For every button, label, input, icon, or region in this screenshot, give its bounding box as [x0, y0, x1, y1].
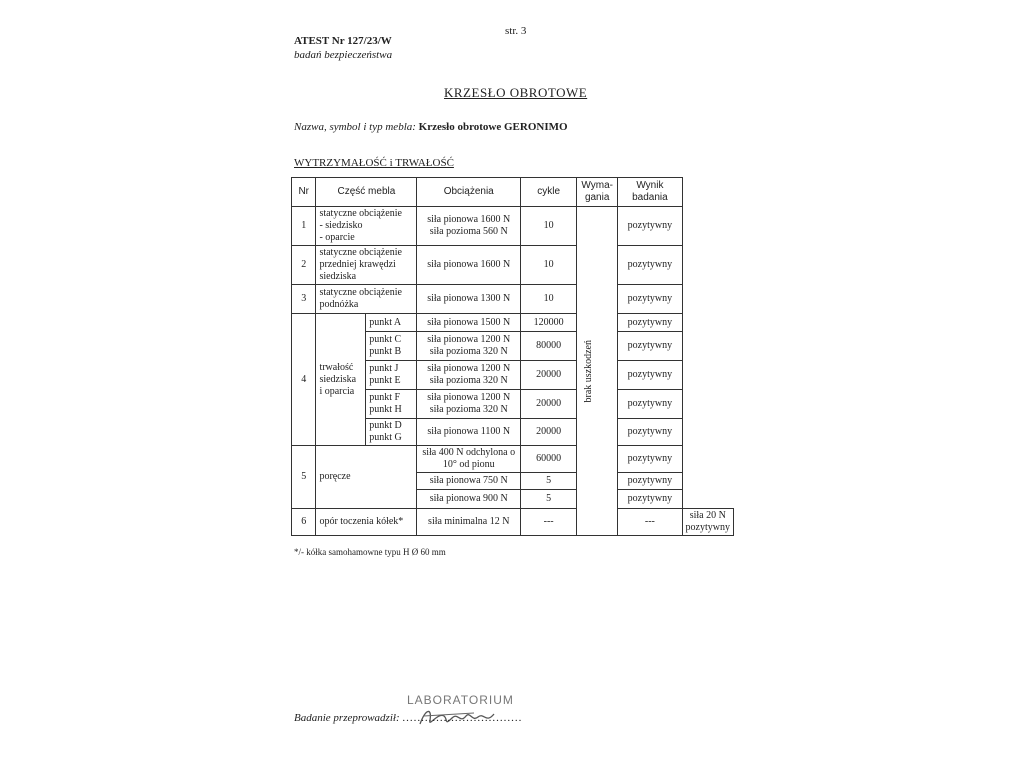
- row-result: pozytywny: [618, 473, 682, 490]
- row-result: pozytywny: [618, 419, 682, 446]
- row-cycles: 5: [521, 473, 577, 490]
- table-row: [292, 285, 734, 314]
- row-point: punkt J punkt E: [366, 361, 417, 390]
- header-cycles: cykle: [521, 178, 577, 207]
- row-part: statyczne obciążenie - siedzisko - oparcie: [316, 207, 417, 246]
- header-part: Część mebla: [316, 178, 417, 207]
- row-cycles: 120000: [521, 314, 577, 332]
- laboratory-stamp: LABORATORIUM: [407, 693, 514, 707]
- table-header-row: [292, 178, 734, 207]
- row-result: pozytywny: [618, 207, 682, 246]
- row-part: statyczne obciążenie przedniej krawędzi siedziska: [316, 246, 417, 285]
- section-title: WYTRZYMAŁOŚĆ i TRWAŁOŚĆ: [294, 157, 454, 169]
- row-result: pozytywny: [618, 314, 682, 332]
- table-row: [292, 207, 734, 246]
- row-part: trwałość siedziska i oparcia: [316, 314, 366, 446]
- row-load: siła pionowa 1500 N: [417, 314, 521, 332]
- row-cycles: 10: [521, 207, 577, 246]
- row-nr: 4: [292, 314, 316, 446]
- row-point: punkt D punkt G: [366, 419, 417, 446]
- row-cycles: 80000: [521, 332, 577, 361]
- row-nr: 3: [292, 285, 316, 314]
- row-nr: 1: [292, 207, 316, 246]
- page-number: str. 3: [505, 25, 527, 37]
- table-row: [292, 246, 734, 285]
- row-cycles: 20000: [521, 419, 577, 446]
- row-load: siła pionowa 1200 N siła pozioma 320 N: [417, 332, 521, 361]
- product-name-row: [294, 121, 568, 133]
- row-load: siła pionowa 1200 N siła pozioma 320 N: [417, 390, 521, 419]
- row-part: statyczne obciążenie podnóżka: [316, 285, 417, 314]
- row-load: siła pionowa 750 N: [417, 473, 521, 490]
- row-cycles: 10: [521, 285, 577, 314]
- row-load: siła pionowa 900 N: [417, 490, 521, 509]
- row-cycles: ---: [521, 509, 577, 536]
- row-cycles: 20000: [521, 390, 577, 419]
- row-part: poręcze: [316, 446, 417, 509]
- row-cycles: 10: [521, 246, 577, 285]
- row-result: pozytywny: [618, 361, 682, 390]
- header-nr: Nr: [292, 178, 316, 207]
- row-cycles: 5: [521, 490, 577, 509]
- table-row: [292, 446, 734, 473]
- table-row: [292, 509, 734, 536]
- row-load: siła pionowa 1100 N: [417, 419, 521, 446]
- row-nr: 6: [292, 509, 316, 536]
- row-load: siła minimalna 12 N: [417, 509, 521, 536]
- row-point: punkt A: [366, 314, 417, 332]
- row-result: siła 20 N pozytywny: [682, 509, 733, 536]
- certificate-subtitle: badań bezpieczeństwa: [294, 49, 393, 61]
- performer-label: Badanie przeprowadził:: [294, 712, 400, 724]
- row-cycles: 20000: [521, 361, 577, 390]
- product-name-value: Krzesło obrotowe GERONIMO: [418, 121, 568, 133]
- row-nr: 5: [292, 446, 316, 509]
- header-requirements: Wyma- gania: [577, 178, 618, 207]
- row-point: punkt F punkt H: [366, 390, 417, 419]
- row-result: pozytywny: [618, 446, 682, 473]
- row-load: siła pionowa 1600 N siła pozioma 560 N: [417, 207, 521, 246]
- row-cycles: 60000: [521, 446, 577, 473]
- row-nr: 2: [292, 246, 316, 285]
- header-result: Wynik badania: [618, 178, 682, 207]
- table-row: [292, 314, 734, 332]
- header-loads: Obciążenia: [417, 178, 521, 207]
- row-result: pozytywny: [618, 332, 682, 361]
- performer-signature-line: ................................: [402, 712, 523, 724]
- performer-row: [294, 712, 522, 724]
- row-result: pozytywny: [618, 246, 682, 285]
- row-result: pozytywny: [618, 390, 682, 419]
- row-requirements: ---: [618, 509, 682, 536]
- row-load: siła pionowa 1600 N: [417, 246, 521, 285]
- row-point: punkt C punkt B: [366, 332, 417, 361]
- row-load: siła 400 N odchylona o 10° od pionu: [417, 446, 521, 473]
- test-results-table: [291, 177, 734, 536]
- row-part: opór toczenia kółek*: [316, 509, 417, 536]
- product-name-label: Nazwa, symbol i typ mebla:: [294, 121, 416, 133]
- row-result: pozytywny: [618, 285, 682, 314]
- certificate-number: ATEST Nr 127/23/W: [294, 35, 392, 47]
- row-load: siła pionowa 1300 N: [417, 285, 521, 314]
- requirements-merged-cell: [577, 207, 618, 536]
- document-title: KRZESŁO OBROTOWE: [444, 85, 588, 100]
- footnote: */- kółka samohamowne typu H Ø 60 mm: [294, 547, 446, 557]
- row-load: siła pionowa 1200 N siła pozioma 320 N: [417, 361, 521, 390]
- requirements-text: brak uszkodzeń: [583, 339, 595, 403]
- row-result: pozytywny: [618, 490, 682, 509]
